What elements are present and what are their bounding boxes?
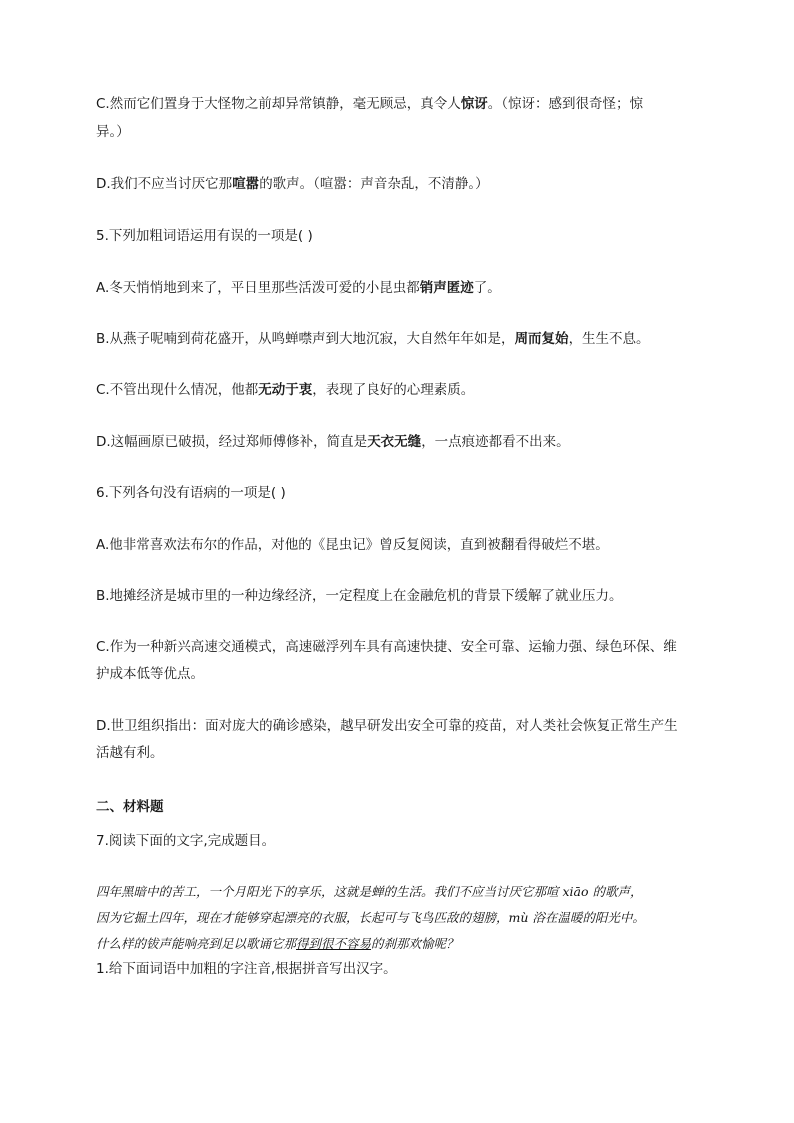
bold-word: 销声匿迹: [419, 280, 474, 296]
bold-word: 惊讶: [460, 96, 488, 112]
q5-option-c: C.不管出现什么情况，他都无动于衷，表现了良好的心理素质。: [96, 382, 475, 398]
q5-option-b: B.从燕子呢喃到荷花盛开，从鸣蝉噤声到大地沉寂，大自然年年如是，周而复始，生生不息。: [96, 331, 650, 347]
underlined-phrase: 得到很不容易: [296, 936, 372, 951]
q5-title: 5.下列加粗词语运用有误的一项是( ): [96, 228, 313, 244]
passage-line1: 四年黑暗中的苦工，一个月阳光下的享乐，这就是蝉的生活。我们不应当讨厌它那喧 xiāo 的歌声，: [96, 884, 643, 899]
q6-option-d-line2: 活越有利。: [96, 745, 164, 761]
bold-word: 周而复始: [514, 331, 569, 347]
bold-word: 无动于衷: [258, 382, 313, 398]
q6-option-a: A.他非常喜欢法布尔的作品，对他的《昆虫记》曾反复阅读，直到被翻看得破烂不堪。: [96, 537, 609, 553]
q5-option-d: D.这幅画原已破损，经过郑师傅修补，简直是天衣无缝，一点痕迹都看不出来。: [96, 434, 570, 450]
q4-option-c-line1: C.然而它们置身于大怪物之前却异常镇静，毫无顾忌，真令人惊讶。（惊讶：感到很奇怪；惊: [96, 96, 643, 112]
bold-word: 天衣无缝: [367, 434, 422, 450]
sub-question-1: 1.给下面词语中加粗的字注音,根据拼音写出汉字。: [96, 961, 397, 977]
bold-word: 喧嚣: [232, 176, 260, 192]
passage-line3: 什么样的钹声能响亮到足以歌诵它那得到很不容易的刹那欢愉呢？: [96, 936, 459, 951]
q6-title: 6.下列各句没有语病的一项是( ): [96, 485, 286, 501]
q6-option-d-line1: D.世卫组织指出：面对庞大的确诊感染，越早研发出安全可靠的疫苗，对人类社会恢复正常生产生: [96, 718, 678, 734]
section-title: 二、材料题: [96, 799, 164, 815]
q6-option-c-line1: C.作为一种新兴高速交通模式，高速磁浮列车具有高速快捷、安全可靠、运输力强、绿色环保、维: [96, 639, 677, 655]
q4-option-d: D.我们不应当讨厌它那喧嚣的歌声。（喧嚣：声音杂乱，不清静。）: [96, 176, 489, 192]
q6-option-c-line2: 护成本低等优点。: [96, 666, 204, 682]
q6-option-b: B.地摊经济是城市里的一种边缘经济，一定程度上在金融危机的背景下缓解了就业压力。: [96, 588, 623, 604]
q7-title: 7.阅读下面的文字,完成题目。: [96, 833, 276, 849]
passage-line2: 因为它掘土四年，现在才能够穿起漂亮的衣服，长起可与飞鸟匹敌的翅膀，mù 浴在温暖的阳光中。: [96, 910, 645, 925]
q5-option-a: A.冬天悄悄地到来了，平日里那些活泼可爱的小昆虫都销声匿迹了。: [96, 280, 501, 296]
q4-option-c-line2: 异。）: [96, 124, 130, 140]
